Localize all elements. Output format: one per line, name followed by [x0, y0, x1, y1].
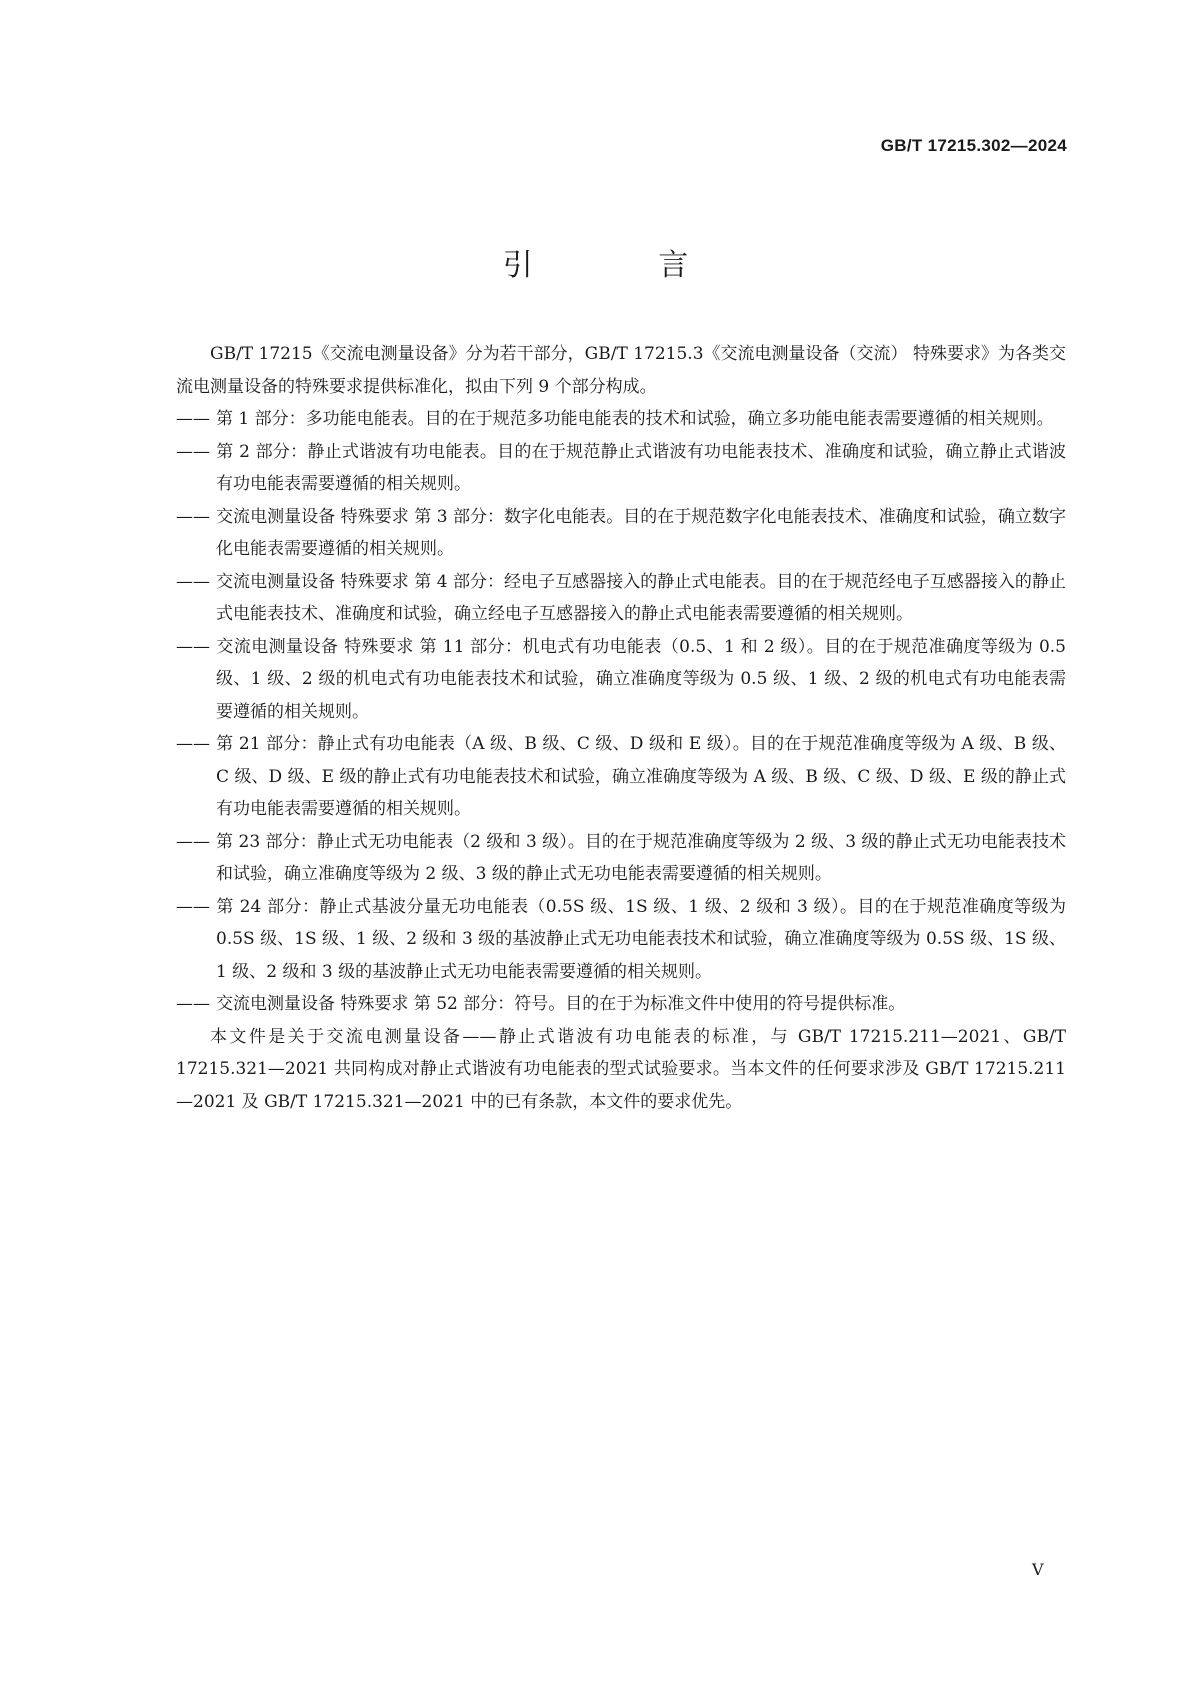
list-item-text: 第 1 部分：多功能电能表。目的在于规范多功能电能表的技术和试验，确立多功能电能表需要遵循的相关规则。	[216, 409, 1054, 429]
dash-marker: ——	[176, 994, 210, 1014]
standard-number-header: GB/T 17215.302—2024	[880, 136, 1067, 155]
dash-marker: ——	[176, 636, 210, 657]
list-item-text: 交流电测量设备 特殊要求 第 52 部分：符号。目的在于为标准文件中使用的符号提供标准。	[216, 994, 906, 1014]
closing-paragraph: 本文件是关于交流电测量设备——静止式谐波有功电能表的标准，与 GB/T 17215.211—2021、GB/T 17215.321—2021 共同构成对静止式谐波有功电能表的型式试验要求。当本文件的任何要求涉及 GB/T 17215.211—2021 及 GB/T 17215.321—2021 中的已有条款，本文件的要求优先。	[176, 1026, 1066, 1112]
dash-marker: ——	[176, 571, 210, 592]
list-item-text: 第 24 部分：静止式基波分量无功电能表（0.5S 级、1S 级、1 级、2 级和 3 级）。目的在于规范准确度等级为 0.5S 级、1S 级、1 级、2 级和 3 级的基波静止式无功电能表技术和试验，确立准确度等级为 0.5S 级、1S 级、1 级、2 级和 3 级的基波静止式无功电能表需要遵循的相关规则。	[216, 896, 1066, 982]
dash-marker: ——	[176, 506, 210, 527]
dash-marker: ——	[176, 409, 210, 429]
dash-marker: ——	[176, 734, 210, 754]
list-item	[176, 403, 1066, 436]
list-item-text: 第 23 部分：静止式无功电能表（2 级和 3 级）。目的在于规范准确度等级为 2 级、3 级的静止式无功电能表技术和试验，确立准确度等级为 2 级、3 级的静止式无功电能表需要遵循的相关规则。	[216, 831, 1066, 884]
dash-marker: ——	[176, 441, 210, 462]
dash-marker: ——	[176, 896, 210, 917]
list-item-text: 第 21 部分：静止式有功电能表（A 级、B 级、C 级、D 级和 E 级）。目的在于规范准确度等级为 A 级、B 级、C 级、D 级、E 级的静止式有功电能表技术和试验，确立准确度等级为 A 级、B 级、C 级、D 级、E 级的静止式有功电能表需要遵循的相关规则。	[216, 734, 1066, 819]
list-item-text: 交流电测量设备 特殊要求 第 11 部分：机电式有功电能表（0.5、1 和 2 级）。目的在于规范准确度等级为 0.5 级、1 级、2 级的机电式有功电能表技术和试验，确立准确度等级为 0.5 级、1 级、2 级的机电式有功电能表需要遵循的相关规则。	[216, 636, 1066, 722]
list-item	[176, 436, 1066, 501]
list-item	[176, 891, 1066, 989]
list-item	[176, 988, 1066, 1021]
dash-marker: ——	[176, 831, 210, 852]
list-item-text: 第 2 部分：静止式谐波有功电能表。目的在于规范静止式谐波有功电能表技术、准确度和试验，确立静止式谐波有功电能表需要遵循的相关规则。	[216, 441, 1066, 494]
list-item	[176, 501, 1066, 566]
page-title: 引 言	[502, 248, 747, 283]
list-item-text: 交流电测量设备 特殊要求 第 3 部分：数字化电能表。目的在于规范数字化电能表技术、准确度和试验，确立数字化电能表需要遵循的相关规则。	[216, 506, 1066, 559]
list-item	[176, 826, 1066, 891]
document-body	[176, 338, 1066, 1118]
list-item	[176, 566, 1066, 631]
page-number: V	[1032, 1560, 1044, 1579]
list-item	[176, 631, 1066, 729]
intro-paragraph: GB/T 17215《交流电测量设备》分为若干部分，GB/T 17215.3《交流电测量设备（交流） 特殊要求》为各类交流电测量设备的特殊要求提供标准化，拟由下列 9 个部分构成。	[176, 344, 1066, 397]
list-item	[176, 728, 1066, 826]
list-item-text: 交流电测量设备 特殊要求 第 4 部分：经电子互感器接入的静止式电能表。目的在于规范经电子互感器接入的静止式电能表技术、准确度和试验，确立经电子互感器接入的静止式电能表需要遵循的相关规则。	[216, 571, 1066, 624]
